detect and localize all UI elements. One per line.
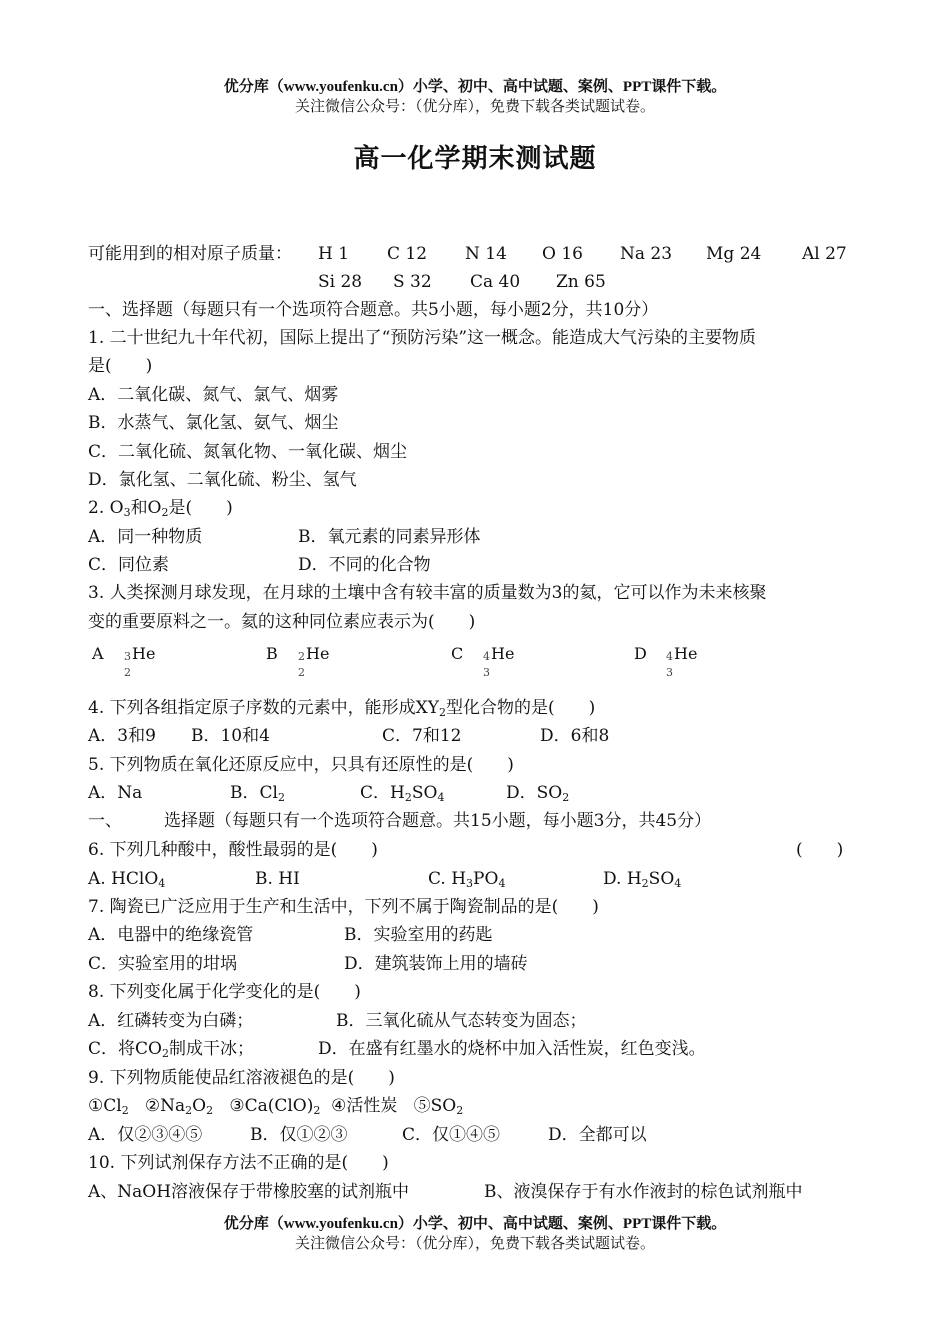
q1-option-a: A．二氧化碳、氮气、氯气、烟雾 (88, 385, 339, 405)
q3-option-c-symbol: He (491, 644, 515, 663)
q8-option-c-pre: C．将CO (88, 1039, 162, 1059)
q9-item-2-sub-1: 2 (185, 1104, 193, 1117)
page-footer (0, 1214, 950, 1253)
q6-option-c-sub-1: 3 (466, 877, 474, 890)
q10-stem: 10. 下列试剂保存方法不正确的是( ) (88, 1153, 389, 1173)
q3-stem-line-1: 3. 人类探测月球发现，在月球的土壤中含有较丰富的质量数为3的氦，它可以作为未来核聚 (88, 583, 767, 603)
q9-item-2-mid: O (192, 1096, 207, 1116)
q3-option-d-atomic: 3 (666, 666, 673, 679)
q8-stem: 8. 下列变化属于化学变化的是( ) (88, 982, 361, 1002)
q3-option-d-mass: 4 (666, 650, 673, 663)
q5-option-c (360, 782, 444, 804)
q4-stem-pre: 4. 下列各组指定原子序数的元素中，能形成XY (88, 698, 439, 718)
q5-option-c-sub-2: 4 (437, 791, 445, 804)
q3-option-d (634, 644, 698, 679)
q5-option-d-text: D．SO (506, 783, 563, 803)
q7-option-b: B．实验室用的药匙 (344, 925, 493, 945)
q9-item-2 (145, 1096, 213, 1116)
atomic-mass-c: C 12 (387, 244, 428, 264)
atomic-mass-si: Si 28 (318, 272, 363, 292)
q6-option-c-mid: PO (473, 869, 499, 889)
q6-option-a-text: A. HClO (88, 869, 159, 889)
atomic-mass-h: H 1 (318, 244, 350, 264)
q9-option-a: A．仅②③④⑤ (88, 1125, 203, 1145)
q2-stem (88, 497, 233, 519)
q8-option-c (88, 1038, 254, 1060)
footer-line-2: 关注微信公众号：（优分库），免费下载各类试题试卷。 (294, 1234, 655, 1252)
section-2-heading: 选择题（每题只有一个选项符合题意。共15小题，每小题3分，共45分） (164, 811, 712, 831)
q2-option-d: D．不同的化合物 (298, 555, 431, 575)
q8-option-c-post: 制成干冰； (168, 1039, 254, 1059)
footer-line-1: 优分库（www.youfenku.cn）小学、初中、高中试题、案例、PPT课件下载。 (223, 1216, 727, 1232)
q1-option-b: B．水蒸气、氯化氢、氨气、烟尘 (88, 413, 339, 433)
q5-option-b-text: B．Cl (230, 783, 278, 803)
q4-option-d: D．6和8 (540, 726, 610, 746)
q4-option-b: B．10和4 (191, 726, 270, 746)
atomic-mass-label: 可能用到的相对原子质量： (88, 244, 292, 264)
q1-option-c: C．二氧化硫、氮氧化物、一氧化碳、烟尘 (88, 442, 408, 462)
q9-item-1-sub: 2 (121, 1104, 129, 1117)
page-header (0, 77, 950, 116)
q6-answer-paren: ( ) (796, 840, 844, 860)
atomic-mass-al: Al 27 (802, 244, 847, 264)
q3-option-c-letter: C (451, 644, 464, 663)
q5-option-b-sub: 2 (277, 791, 285, 804)
q5-option-d (506, 782, 569, 804)
q3-option-b-symbol: He (306, 644, 330, 663)
atomic-mass-row-1 (88, 243, 292, 265)
q10-option-a: A、NaOH溶液保存于带橡胶塞的试剂瓶中 (88, 1182, 410, 1202)
atomic-mass-na: Na 23 (620, 244, 673, 264)
q3-option-a-atomic: 2 (124, 666, 131, 679)
header-line-1: 优分库（www.youfenku.cn）小学、初中、高中试题、案例、PPT课件下载。 (223, 79, 727, 95)
q3-option-a-symbol: He (132, 644, 156, 663)
q7-option-c: C．实验室用的坩埚 (88, 954, 238, 974)
q2-sub-1: 3 (123, 506, 131, 519)
atomic-mass-o: O 16 (542, 244, 583, 264)
q5-option-c-pre: C．H (360, 783, 405, 803)
q3-option-b-mass: 2 (298, 650, 305, 663)
q6-option-c-pre: C. H (428, 869, 467, 889)
q3-option-a-mass: 3 (124, 650, 131, 663)
q9-option-c: C．仅①④⑤ (402, 1125, 501, 1145)
q9-item-5-text: ⑤SO (413, 1096, 457, 1116)
q9-stem: 9. 下列物质能使品红溶液褪色的是( ) (88, 1068, 395, 1088)
q4-option-c: C．7和12 (382, 726, 462, 746)
atomic-mass-ca: Ca 40 (470, 272, 521, 292)
q7-stem: 7. 陶瓷已广泛应用于生产和生活中，下列不属于陶瓷制品的是( ) (88, 897, 599, 917)
q9-item-5 (414, 1096, 464, 1116)
q3-option-a (92, 644, 156, 679)
q6-option-d-sub-2: 4 (674, 877, 682, 890)
q8-option-b: B．三氧化硫从气态转变为固态； (336, 1011, 587, 1031)
q2-stem-pre: 2. O (88, 498, 124, 518)
q5-option-d-sub: 2 (562, 791, 570, 804)
q9-item-4: ④活性炭 (331, 1096, 398, 1116)
q3-option-d-symbol: He (674, 644, 698, 663)
q9-item-5-sub: 2 (456, 1104, 464, 1117)
q5-option-c-mid: SO (411, 783, 438, 803)
q3-option-c (451, 644, 515, 679)
q3-option-c-mass: 4 (483, 650, 490, 663)
atomic-mass-mg: Mg 24 (706, 244, 762, 264)
q6-option-a-sub: 4 (158, 877, 166, 890)
header-line-2: 关注微信公众号：（优分库），免费下载各类试题试卷。 (294, 97, 655, 115)
q3-option-c-atomic: 3 (483, 666, 490, 679)
q5-option-c-sub-1: 2 (404, 791, 412, 804)
q9-items (88, 1095, 463, 1117)
q1-stem-line-2: 是( ) (88, 356, 153, 376)
q4-stem-post: 型化合物的是( ) (445, 698, 596, 718)
q6-option-c (428, 868, 505, 890)
q6-option-d-sub-1: 2 (641, 877, 649, 890)
q4-sub: 2 (438, 706, 446, 719)
q3-option-b-atomic: 2 (298, 666, 305, 679)
atomic-mass-n: N 14 (465, 244, 507, 264)
q7-option-d: D．建筑装饰上用的墙砖 (344, 954, 528, 974)
section-2-number: 一、 (88, 811, 122, 831)
q9-item-3 (229, 1096, 320, 1116)
q2-option-c: C．同位素 (88, 555, 170, 575)
q1-option-d: D．氯化氢、二氧化硫、粉尘、氢气 (88, 470, 357, 490)
q6-option-a (88, 868, 165, 890)
q9-item-3-sub: 2 (313, 1104, 321, 1117)
q2-option-a: A．同一种物质 (88, 527, 203, 547)
q2-stem-mid: 和O (130, 498, 162, 518)
q3-stem-line-2: 变的重要原料之一。氦的这种同位素应表示为( ) (88, 612, 476, 632)
q6-stem: 6. 下列几种酸中，酸性最弱的是( ) (88, 840, 378, 860)
q9-item-2-sub-2: 2 (206, 1104, 214, 1117)
q8-option-a: A．红磷转变为白磷； (88, 1011, 254, 1031)
q6-option-d-pre: D. H (603, 869, 642, 889)
q2-option-b: B．氧元素的同素异形体 (298, 527, 481, 547)
q9-item-1 (88, 1096, 129, 1116)
q8-option-d: D．在盛有红墨水的烧杯中加入活性炭，红色变浅。 (318, 1039, 706, 1059)
q1-stem-line-1: 1. 二十世纪九十年代初，国际上提出了“预防污染”这一概念。能造成大气污染的主要物质 (88, 328, 757, 348)
q6-option-b: B. HI (255, 869, 300, 889)
q5-option-a: A．Na (88, 783, 143, 803)
q3-option-d-letter: D (634, 644, 647, 663)
q3-option-b-letter: B (266, 644, 278, 663)
q6-option-d-mid: SO (648, 869, 675, 889)
q9-item-3-text: ③Ca(ClO) (229, 1096, 314, 1116)
q6-option-c-sub-2: 4 (498, 877, 506, 890)
page-title: 高一化学期末测试题 (353, 144, 597, 174)
q5-option-b (230, 782, 285, 804)
q9-item-2-pre: ②Na (144, 1096, 186, 1116)
q6-option-d (603, 868, 681, 890)
q3-option-b (266, 644, 330, 679)
q7-option-a: A．电器中的绝缘瓷管 (88, 925, 254, 945)
q9-option-d: D．全都可以 (548, 1125, 647, 1145)
q2-sub-2: 2 (161, 506, 169, 519)
atomic-mass-s: S 32 (393, 272, 432, 292)
section-1-heading: 一、选择题（每题只有一个选项符合题意。共5小题，每小题2分，共10分） (88, 300, 659, 320)
q9-option-b: B．仅①②③ (250, 1125, 348, 1145)
q5-stem: 5. 下列物质在氧化还原反应中，只具有还原性的是( ) (88, 755, 514, 775)
q10-option-b: B、液溴保存于有水作液封的棕色试剂瓶中 (484, 1182, 803, 1202)
q9-item-1-text: ①Cl (88, 1096, 122, 1116)
q8-option-c-sub: 2 (161, 1047, 169, 1060)
q3-option-a-letter: A (92, 644, 104, 663)
atomic-mass-zn: Zn 65 (556, 272, 606, 292)
q4-stem (88, 697, 595, 719)
q4-option-a: A．3和9 (88, 726, 156, 746)
q2-stem-post: 是( ) (168, 498, 233, 518)
